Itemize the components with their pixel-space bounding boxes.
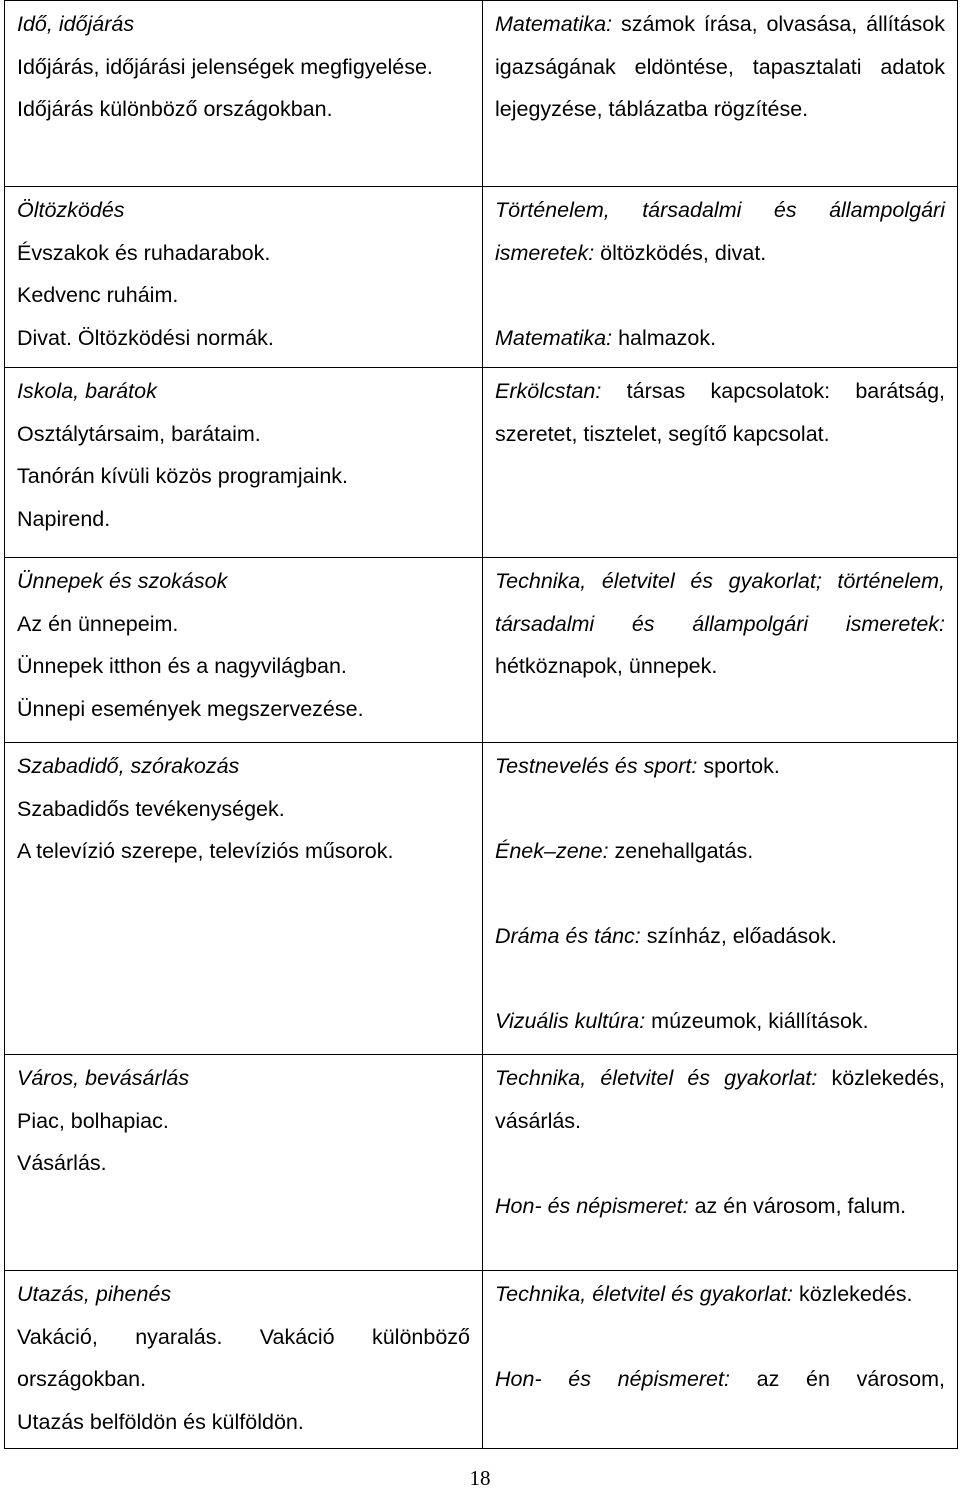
- topic-line: Piac, bolhapiac.: [17, 1108, 169, 1133]
- connection-text: zenehallgatás.: [608, 839, 754, 863]
- subject-label: Testnevelés és sport:: [495, 754, 698, 778]
- topic-heading: Szabadidő, szórakozás: [17, 754, 240, 778]
- topic-heading: Iskola, barátok: [17, 379, 157, 403]
- connection-entry: [495, 189, 945, 274]
- connection-entry: [495, 317, 945, 360]
- connection-text: hétköznapok, ünnepek.: [495, 654, 718, 678]
- connection-cell: [483, 558, 958, 743]
- connection-cell: [483, 1055, 958, 1271]
- topic-heading: Ünnepek és szokások: [17, 569, 228, 593]
- page-number: 18: [469, 1466, 491, 1490]
- topic-cell: [5, 558, 483, 743]
- topic-line: Tanórán kívüli közös programjaink.: [17, 464, 349, 488]
- topic-cell: [5, 743, 483, 1055]
- table-row: [5, 558, 958, 743]
- connection-text: közlekedés.: [792, 1282, 913, 1306]
- table-row: [5, 1055, 958, 1271]
- topic-line: Időjárás, időjárási jelenségek megfigyelése.: [17, 54, 433, 79]
- topic-line: Napirend.: [17, 506, 111, 531]
- topic-line: Divat. Öltözködési normák.: [17, 325, 274, 350]
- subject-label: Történelem, társadalmi és állampolgári ismeretek:: [495, 198, 945, 265]
- table-row: [5, 1, 958, 187]
- table-row: [5, 187, 958, 368]
- subject-label: Matematika:: [495, 325, 613, 350]
- connection-entry: [495, 1185, 945, 1228]
- connection-entry: [495, 830, 945, 873]
- topic-heading: Öltözködés: [17, 198, 125, 222]
- connection-entry: [495, 1358, 945, 1401]
- connection-text: halmazok.: [612, 325, 717, 350]
- connection-entry: [495, 370, 945, 455]
- topic-cell: [5, 368, 483, 558]
- connection-entry: [495, 1057, 945, 1142]
- topic-cell: [5, 1055, 483, 1271]
- connection-entry: [495, 915, 945, 958]
- connection-text: az én városom, falum.: [688, 1193, 907, 1218]
- subject-label: Technika, életvitel és gyakorlat:: [495, 1282, 793, 1306]
- connection-text: számok írása, olvasása, állítások igazságának eldöntése, tapasztalati adatok lejegyzése, táblázatba rögzítése.: [495, 12, 945, 121]
- subject-label: Technika, életvitel és gyakorlat:: [495, 1066, 818, 1090]
- connection-entry: [495, 1273, 945, 1316]
- connection-cell: [483, 743, 958, 1055]
- connection-entry: [495, 1000, 945, 1043]
- subject-label: Vizuális kultúra:: [495, 1009, 646, 1033]
- connection-cell: [483, 368, 958, 558]
- topic-line: Vakáció, nyaralás. Vakáció különböző országokban.: [17, 1324, 470, 1391]
- table-row: [5, 368, 958, 558]
- topic-line: Évszakok és ruhadarabok.: [17, 240, 271, 265]
- connection-text: öltözködés, divat.: [594, 240, 767, 265]
- topic-line: Időjárás különböző országokban.: [17, 97, 333, 121]
- connection-cell: [483, 1271, 958, 1449]
- subject-label: Hon- és népismeret:: [495, 1367, 730, 1391]
- topic-line: Vásárlás.: [17, 1151, 107, 1175]
- topic-line: Utazás belföldön és külföldön.: [17, 1409, 304, 1434]
- connection-text: színház, előadások.: [640, 924, 837, 948]
- topic-line: Osztálytársaim, barátaim.: [17, 421, 261, 446]
- connection-cell: [483, 187, 958, 368]
- connection-text: sportok.: [697, 754, 780, 778]
- topic-heading: Város, bevásárlás: [17, 1066, 190, 1090]
- topic-heading: Idő, időjárás: [17, 12, 135, 36]
- table-row: [5, 1271, 958, 1449]
- topic-line: Kedvenc ruháim.: [17, 283, 179, 307]
- connection-entry: [495, 560, 945, 688]
- connection-text: az én városom,: [729, 1367, 945, 1391]
- topic-line: Szabadidős tevékenységek.: [17, 796, 285, 821]
- connection-entry: [495, 3, 945, 131]
- subject-label: Dráma és tánc:: [495, 924, 641, 948]
- connection-text: múzeumok, kiállítások.: [645, 1009, 869, 1033]
- topic-cell: [5, 1, 483, 187]
- topic-line: A televízió szerepe, televíziós műsorok.: [17, 839, 394, 863]
- topic-line: Ünnepek itthon és a nagyvilágban.: [17, 654, 347, 678]
- curriculum-table: [4, 0, 958, 1449]
- connection-text: társas kapcsolatok: barátság, szeretet, tisztelet, segítő kapcsolat.: [495, 379, 945, 446]
- subject-label: Matematika:: [495, 12, 613, 36]
- connection-text: közlekedés, vásárlás.: [495, 1066, 945, 1133]
- subject-label: Erkölcstan:: [495, 379, 602, 403]
- topic-line: Ünnepi események megszervezése.: [17, 696, 364, 721]
- connection-cell: [483, 1, 958, 187]
- subject-label: Ének–zene:: [495, 839, 609, 863]
- table-row: [5, 743, 958, 1055]
- topic-line: Az én ünnepeim.: [17, 611, 179, 636]
- connection-entry: [495, 745, 945, 788]
- subject-label: Hon- és népismeret:: [495, 1193, 689, 1218]
- subject-label: Technika, életvitel és gyakorlat; történelem, társadalmi és állampolgári ismeretek:: [495, 569, 945, 636]
- topic-cell: [5, 187, 483, 368]
- topic-heading: Utazás, pihenés: [17, 1282, 172, 1306]
- topic-cell: [5, 1271, 483, 1449]
